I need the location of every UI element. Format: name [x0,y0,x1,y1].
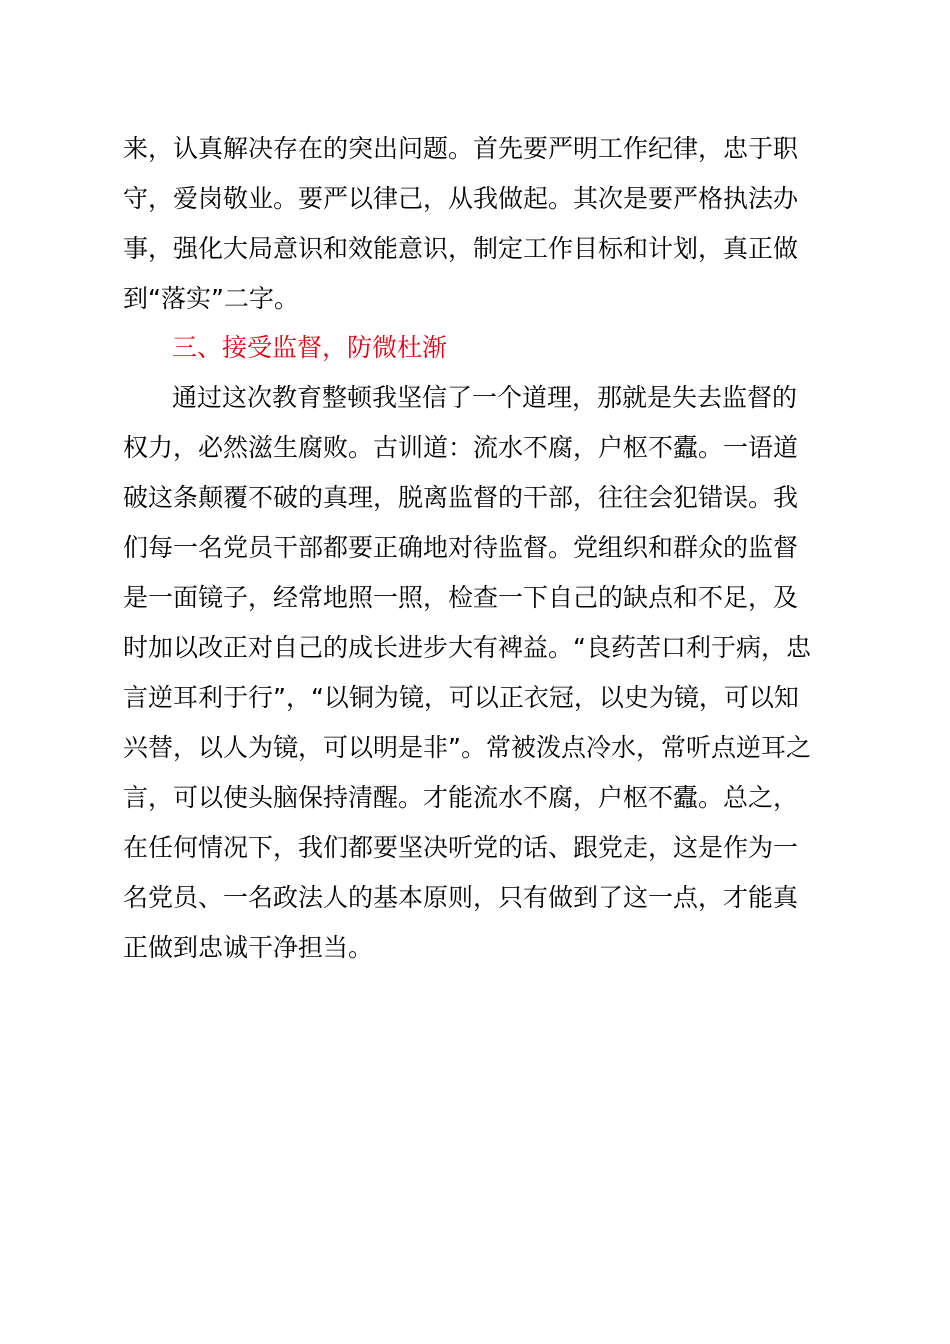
text-line: 事，强化大局意识和效能意识，制定工作目标和计划，真正做 [123,234,799,263]
text-line: 通过这次教育整顿我坚信了一个道理，那就是失去监督的 [172,383,798,412]
text-line: 言逆耳利于行”，“以铜为镜，可以正衣冠，以史为镜，可以知 [123,683,799,712]
text-line: 名党员、一名政法人的基本原则，只有做到了这一点，才能真 [123,883,799,912]
text-line: 破这条颠覆不破的真理，脱离监督的干部，往往会犯错误。我 [123,483,799,512]
text-line: 到“落实”二字。 [123,284,299,313]
section-heading: 三、接受监督，防微杜渐 [172,333,448,362]
text-line: 守，爱岗敬业。要严以律己，从我做起。其次是要严格执法办 [123,184,799,213]
text-line: 在任何情况下，我们都要坚决听党的话、跟党走，这是作为一 [123,833,799,862]
text-line: 是一面镜子，经常地照一照，检查一下自己的缺点和不足，及 [123,583,799,612]
text-line: 兴替，以人为镜，可以明是非”。常被泼点冷水，常听点逆耳之 [123,733,811,762]
text-line: 权力，必然滋生腐败。古训道：流水不腐，户枢不蠹。一语道 [123,433,799,462]
text-line: 们每一名党员干部都要正确地对待监督。党组织和群众的监督 [123,533,799,562]
text-line: 正做到忠诚干净担当。 [123,933,374,962]
text-line: 来，认真解决存在的突出问题。首先要严明工作纪律，忠于职 [123,134,799,163]
text-line: 言，可以使头脑保持清醒。才能流水不腐，户枢不蠹。总之， [123,783,799,812]
text-line: 时加以改正对自己的成长进步大有裨益。“良药苦口利于病，忠 [123,633,811,662]
